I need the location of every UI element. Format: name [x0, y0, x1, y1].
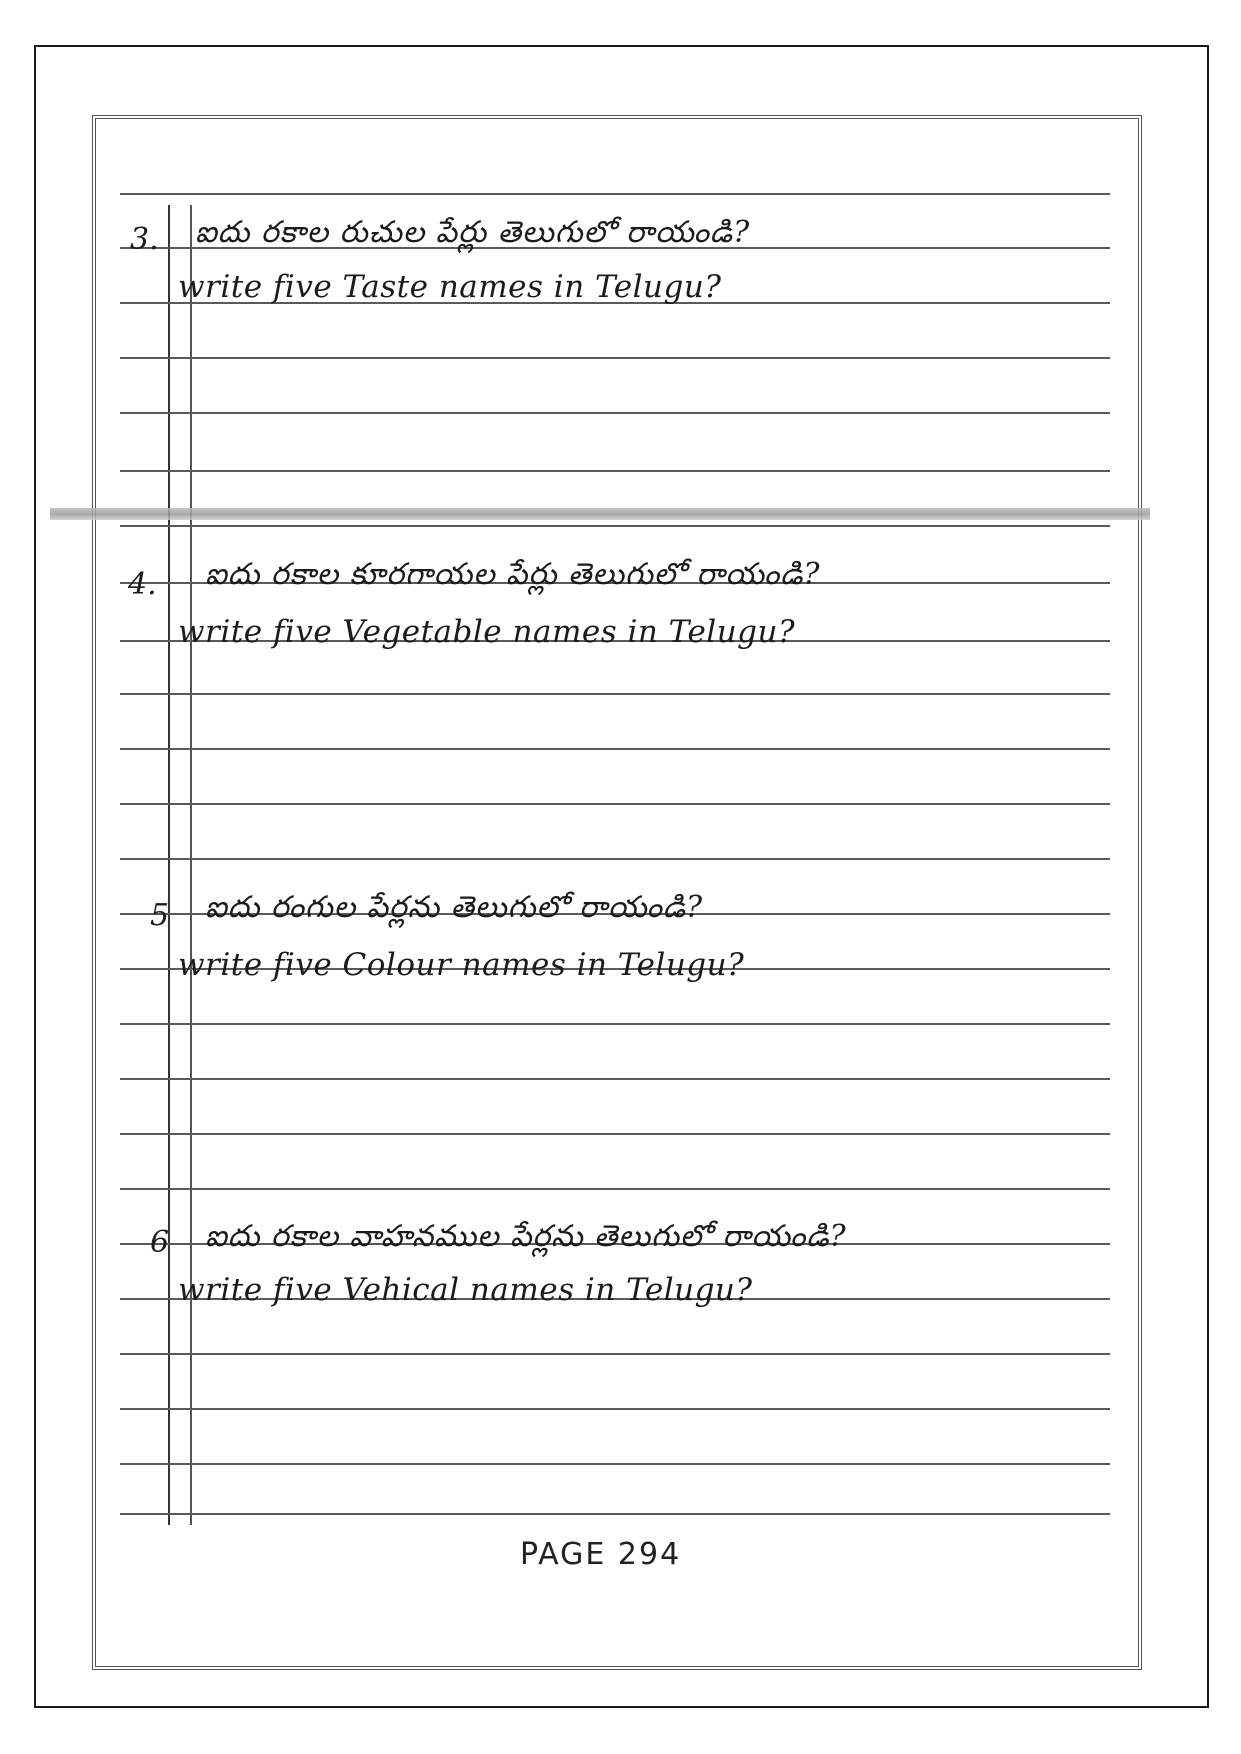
question-english-text: write five Colour names in Telugu? — [178, 947, 745, 983]
question-english-text: write five Vehical names in Telugu? — [178, 1272, 753, 1308]
rule-line — [120, 748, 1110, 750]
scan-artifact — [50, 508, 1150, 520]
question-english-text: write five Vegetable names in Telugu? — [178, 614, 796, 650]
question-number: 6 — [150, 1225, 170, 1260]
margin-line-inner — [190, 205, 192, 1525]
rule-line — [120, 1513, 1110, 1515]
rule-line — [120, 1078, 1110, 1080]
question-number: 5 — [150, 898, 170, 933]
rule-line — [120, 357, 1110, 359]
rule-line — [120, 1408, 1110, 1410]
rule-line — [120, 693, 1110, 695]
question-telugu-text: ఐదు రకాల వాహనముల పేర్లను తెలుగులో రాయండి? — [205, 1219, 847, 1254]
rule-line — [120, 1133, 1110, 1135]
rule-line — [120, 193, 1110, 195]
question-telugu-text: ఐదు రంగుల పేర్లను తెలుగులో రాయండి? — [205, 890, 704, 925]
rule-line — [120, 1023, 1110, 1025]
rule-line — [120, 803, 1110, 805]
question-telugu-text: ఐదు రకాల కూరగాయల పేర్లు తెలుగులో రాయండి? — [205, 557, 821, 592]
question-telugu-text: ఐదు రకాల రుచుల పేర్లు తెలుగులో రాయండి? — [195, 215, 751, 250]
question-english-text: write five Taste names in Telugu? — [178, 269, 722, 305]
rule-line — [120, 1353, 1110, 1355]
question-number: 3. — [130, 222, 159, 257]
page-number-label: PAGE 294 — [520, 1537, 682, 1572]
rule-line — [120, 1188, 1110, 1190]
rule-line — [120, 525, 1110, 527]
margin-line — [168, 205, 170, 1525]
rule-line — [120, 470, 1110, 472]
rule-line — [120, 412, 1110, 414]
rule-line — [120, 858, 1110, 860]
rule-line — [120, 1463, 1110, 1465]
question-number: 4. — [128, 567, 157, 602]
